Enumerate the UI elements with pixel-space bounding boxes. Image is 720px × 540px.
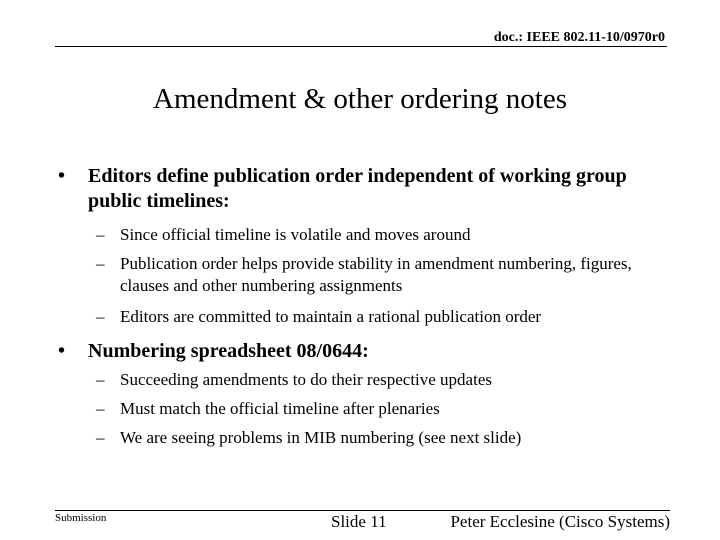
bullet-2-text: Numbering spreadsheet 08/0644: [88,340,369,362]
header-rule [55,46,667,47]
dash-marker: – [96,307,105,326]
slide-number: Slide 11 [331,512,387,531]
footer-submission: Submission [55,512,107,524]
dash-marker: – [96,370,105,389]
sub-bullet-1-1 [96,224,676,246]
dash-marker: – [96,225,105,244]
sub-bullet-2-1 [96,369,676,391]
bullet-marker: • [58,165,66,187]
sub-bullet-1-2-text: Publication order helps provide stability in amendment numbering, figures, clauses and other numbering assignments [120,254,632,295]
sub-bullet-1-2 [96,253,676,297]
sub-bullet-2-2 [96,398,676,420]
doc-id: doc.: IEEE 802.11-10/0970r0 [493,30,665,45]
bullet-marker: • [58,340,66,362]
dash-marker: – [96,399,105,418]
sub-bullet-2-3 [96,427,676,449]
sub-bullet-2-3-text: We are seeing problems in MIB numbering (see next slide) [120,428,522,447]
dash-marker: – [96,254,105,273]
bullet-1-text: Editors define publication order independent of working group public timelines: [88,165,627,212]
bullet-1 [58,164,658,214]
slide-title: Amendment & other ordering notes [153,83,567,115]
bullet-2 [58,339,658,364]
sub-bullet-2-1-text: Succeeding amendments to do their respective updates [120,370,492,389]
sub-bullet-1-3 [96,306,676,328]
footer-author: Peter Ecclesine (Cisco Systems) [450,512,670,531]
sub-bullet-2-2-text: Must match the official timeline after plenaries [120,399,440,418]
dash-marker: – [96,428,105,447]
footer-rule [55,510,670,511]
sub-bullet-1-1-text: Since official timeline is volatile and moves around [120,225,471,244]
sub-bullet-1-3-text: Editors are committed to maintain a rational publication order [120,307,542,326]
